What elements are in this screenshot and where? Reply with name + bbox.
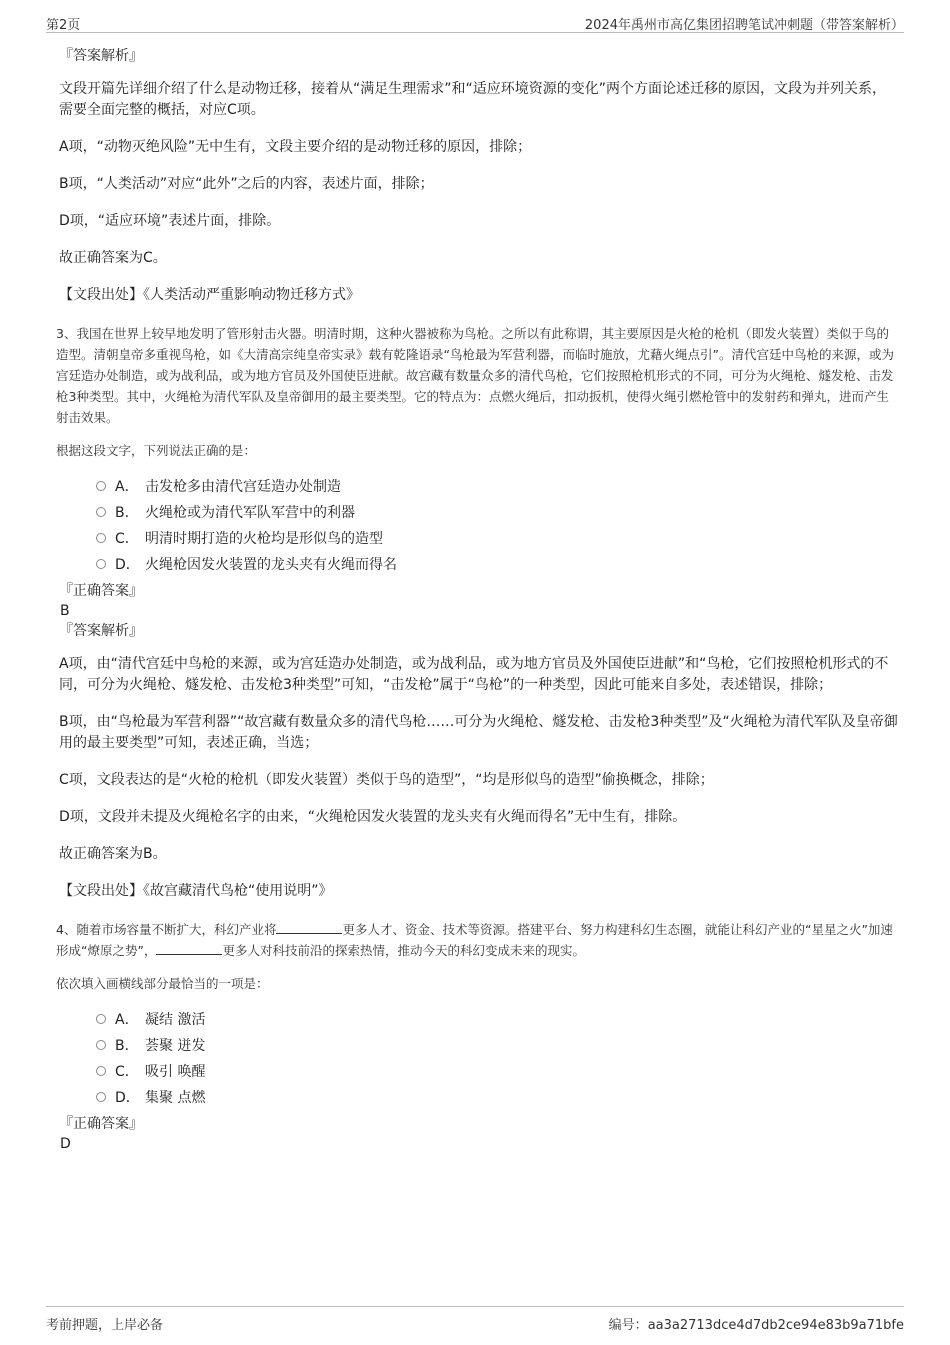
q2-analysis-paragraph: A项，“动物灭绝风险”无中生有，文段主要介绍的是动物迁移的原因，排除； (59, 139, 532, 155)
radio-icon[interactable] (96, 507, 106, 517)
q4-option-d[interactable]: D． 集聚 点燃 (96, 1084, 898, 1110)
q2-analysis-paragraph: 文段开篇先详细介绍了什么是动物迁移，接着从“满足生理需求”和“适应环境资源的变化”两个方面论述迁移的原因，文段为并列关系，需要全面完整的概括，对应C项。 (59, 81, 887, 118)
radio-icon[interactable] (96, 481, 106, 491)
fill-blank (156, 942, 222, 955)
q3-analysis-paragraph: D项，文段并未提及火绳枪名字的由来，“火绳枪因发火装置的龙头夹有火绳而得名”无中生有，排除。 (59, 809, 687, 825)
fill-blank (276, 921, 342, 934)
q3-answer: B (60, 603, 70, 619)
q2-source: 【文段出处】《人类活动严重影响动物迁移方式》 (59, 287, 360, 303)
q4-options (96, 1006, 898, 1110)
page-number: 第2页 (46, 18, 81, 33)
q3-analysis-paragraph: B项，由“鸟枪最为军营利器”“故宫藏有数量众多的清代鸟枪……可分为火绳枪、燧发枪、击发枪3种类型”及“火绳枪为清代军队及皇帝御用的最主要类型”可知，表述正确，当选； (59, 714, 898, 751)
q3-options (96, 473, 898, 577)
q3-option-d[interactable]: D． 火绳枪因发火装置的龙头夹有火绳而得名 (96, 551, 898, 577)
radio-icon[interactable] (96, 1040, 106, 1050)
q3-analysis-paragraph: 故正确答案为B。 (59, 846, 167, 862)
page-footer (46, 1306, 904, 1331)
radio-icon[interactable] (96, 559, 106, 569)
radio-icon[interactable] (96, 1014, 106, 1024)
document-title: 2024年禹州市高亿集团招聘笔试冲刺题（带答案解析） (584, 18, 904, 33)
q3-analysis-paragraph: A项，由“清代宫廷中鸟枪的来源，或为宫廷造办处制造，或为战利品，或为地方官员及外国使臣进献”和“鸟枪，它们按照枪机形式的不同，可分为火绳枪、燧发枪、击发枪3种类型”可知，“击发枪”属于“鸟枪”的一种类型，因此可能来自多处，表述错误，排除； (59, 656, 889, 693)
q3-source: 【文段出处】《故宫藏清代鸟枪“使用说明”》 (59, 883, 333, 899)
q4-answer: D (60, 1136, 71, 1152)
q3-answer-label: 『正确答案』 (59, 583, 143, 599)
q3-option-a[interactable]: A． 击发枪多由清代宫廷造办处制造 (96, 473, 898, 499)
q4-answer-label: 『正确答案』 (59, 1116, 143, 1132)
q2-analysis-label: 『答案解析』 (59, 48, 143, 64)
q4-passage: 4、随着市场容量不断扩大，科幻产业将 更多人才、资金、技术等资源。搭建平台、努力构建科幻生态圈，就能让科幻产业的“星星之火”加速形成“燎原之势”， 更多人对科技前沿的探索热情，推动今天的科幻变成未来的现实。 (56, 922, 893, 958)
q4-prompt: 依次填入画横线部分最恰当的一项是： (56, 976, 269, 991)
footer-slogan: 考前押题，上岸必备 (46, 1318, 164, 1333)
footer-serial: 编号：aa3a2713dce4d7db2ce94e83b9a71bfe (608, 1318, 904, 1333)
q3-passage: 3、我国在世界上较早地发明了管形射击火器。明清时期，这种火器被称为鸟枪。之所以有此称谓，其主要原因是火枪的枪机（即发火装置）类似于鸟的造型。清朝皇帝多重视鸟枪，如《大清高宗纯皇帝实录》载有乾隆语录“鸟枪最为军营利器，而临时施放，尤藉火绳点引”。清代宫廷中鸟枪的来源，或为宫廷造办处制造，或为战利品，或为地方官员及外国使臣进献。故宫藏有数量众多的清代鸟枪，它们按照枪机形式的不同，可分为火绳枪、燧发枪、击发枪3种类型。其中，火绳枪为清代军队及皇帝御用的最主要类型。它的特点为：点燃火绳后，扣动扳机，使得火绳引燃枪管中的发射药和弹丸，进而产生射击效果。 (56, 326, 894, 425)
q4-option-a[interactable]: A． 凝结 激活 (96, 1006, 898, 1032)
q3-option-c[interactable]: C． 明清时期打造的火枪均是形似鸟的造型 (96, 525, 898, 551)
q3-analysis-paragraph: C项，文段表达的是“火枪的枪机（即发火装置）类似于鸟的造型”，“均是形似鸟的造型”偷换概念，排除； (59, 772, 714, 788)
radio-icon[interactable] (96, 1092, 106, 1102)
radio-icon[interactable] (96, 533, 106, 543)
page-header (46, 12, 904, 33)
q4-option-b[interactable]: B． 荟聚 迸发 (96, 1032, 898, 1058)
q4-option-c[interactable]: C． 吸引 唤醒 (96, 1058, 898, 1084)
q3-analysis-label: 『答案解析』 (59, 623, 143, 639)
page-content (56, 46, 898, 1154)
q3-prompt: 根据这段文字，下列说法正确的是： (56, 443, 257, 458)
q3-option-b[interactable]: B． 火绳枪或为清代军队军营中的利器 (96, 499, 898, 525)
radio-icon[interactable] (96, 1066, 106, 1076)
q2-analysis-paragraph: 故正确答案为C。 (59, 250, 167, 266)
q2-analysis-paragraph: D项，“适应环境”表述片面，排除。 (59, 213, 281, 229)
q2-analysis-paragraph: B项，“人类活动”对应“此外”之后的内容，表述片面，排除； (59, 176, 434, 192)
